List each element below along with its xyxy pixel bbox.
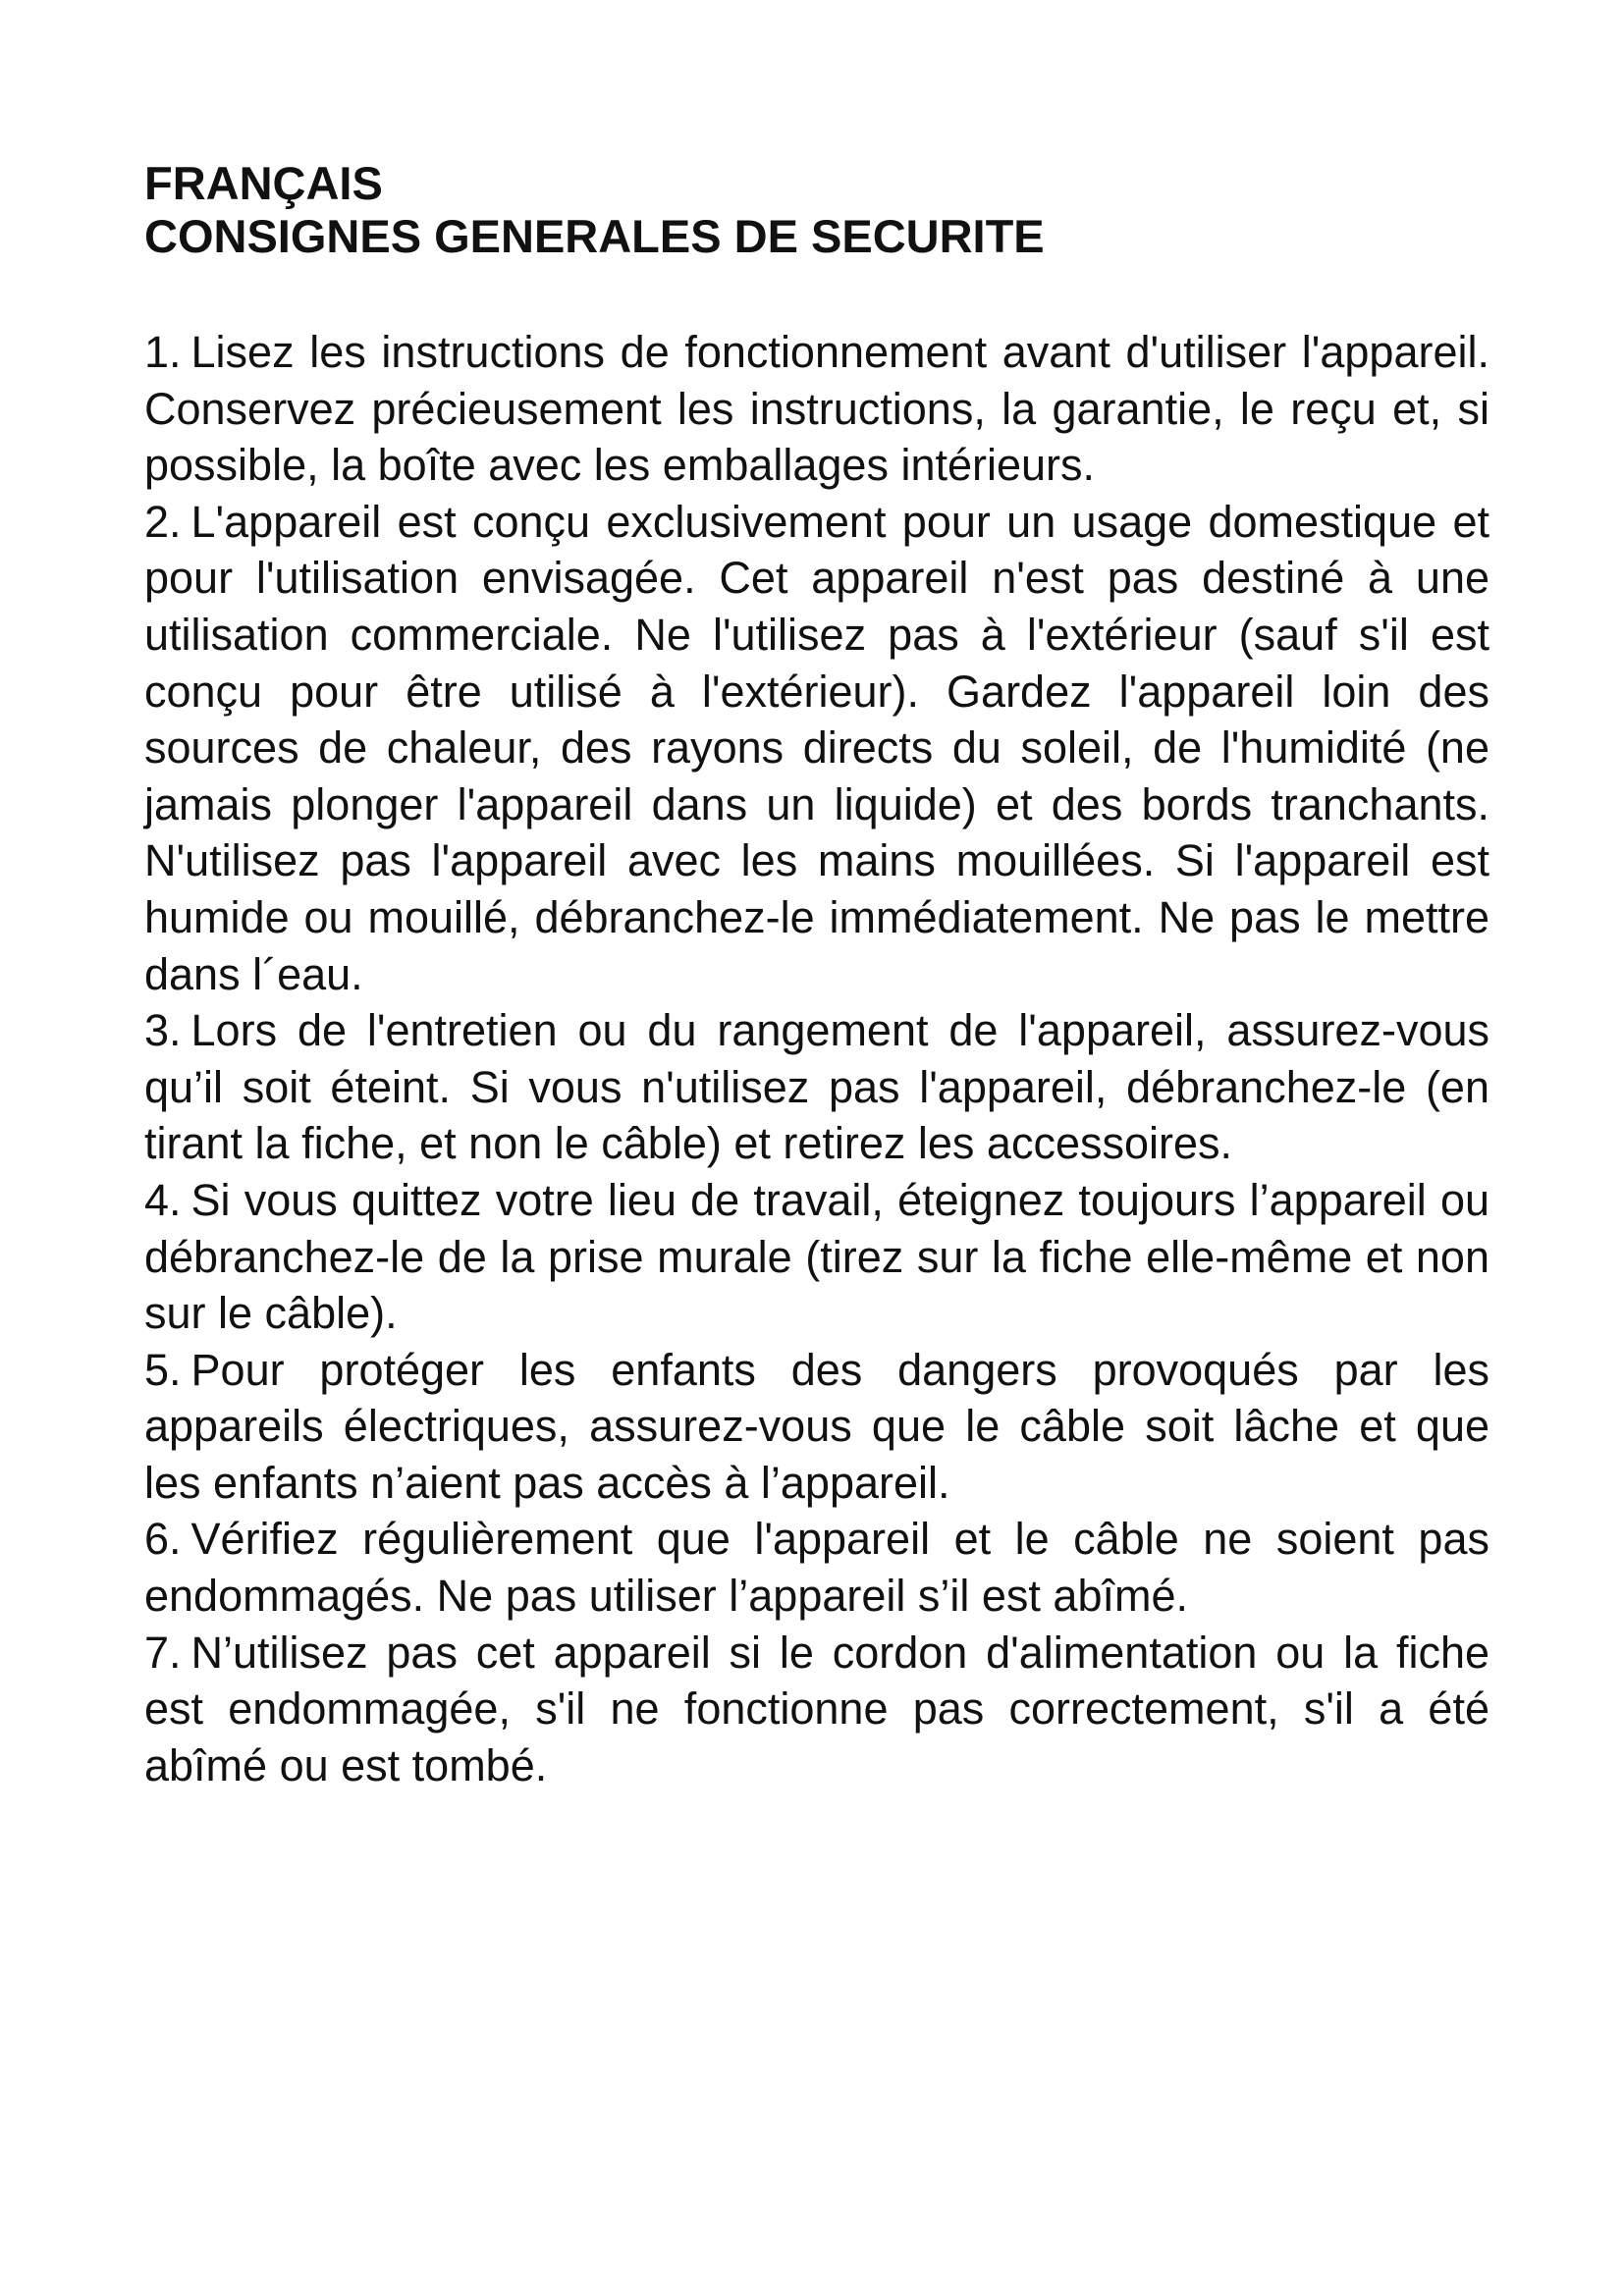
item-number: 5. [144,1344,182,1395]
list-item [144,494,1489,1002]
item-number: 2. [144,496,182,547]
item-text: N’utilisez pas cet appareil si le cordon d'alimentation ou la fiche est endommagée, s'il ne fonctionne pas correctement, s'il a été abîmé ou est tombé. [144,1627,1489,1790]
list-item [144,1342,1489,1512]
list-item [144,1002,1489,1172]
list-item [144,1172,1489,1342]
list-item [144,324,1489,494]
item-number: 7. [144,1627,182,1678]
item-number: 1. [144,327,182,377]
item-text: Lors de l'entretien ou du rangement de l'appareil, assurez-vous qu’il soit éteint. Si vous n'utilisez pas l'appareil, débranchez-le (en tirant la fiche, et non le câble) et retirez les accessoires. [144,1005,1489,1169]
item-text: Lisez les instructions de fonctionnement avant d'utiliser l'appareil. Conservez précieusement les instructions, la garantie, le reçu et, si possible, la boîte avec les emballages intérieurs. [144,327,1489,491]
item-number: 3. [144,1005,182,1056]
item-number: 4. [144,1174,182,1225]
document-page [144,157,1489,1793]
language-heading: FRANÇAIS [144,157,383,209]
item-number: 6. [144,1514,182,1565]
item-text: Si vous quittez votre lieu de travail, éteignez toujours l’appareil ou débranchez-le de la prise murale (tirez sur la fiche elle-même et non sur le câble). [144,1174,1489,1339]
list-item [144,1511,1489,1624]
item-text: Vérifiez régulièrement que l'appareil et le câble ne soient pas endommagés. Ne pas utiliser l’appareil s’il est abîmé. [144,1514,1489,1622]
page-title: CONSIGNES GENERALES DE SECURITE [144,210,1045,262]
item-text: Pour protéger les enfants des dangers provoqués par les appareils électriques, assurez-vous que le câble soit lâche et que les enfants n’aient pas accès à l’appareil. [144,1344,1489,1508]
item-text: L'appareil est conçu exclusivement pour un usage domestique et pour l'utilisation envisagée. Cet appareil n'est pas destiné à une utilisation commerciale. Ne l'utilisez pas à l'extérieur (sauf s'il est conçu pour être utilisé à l'extérieur). Gardez l'appareil loin des sources de chaleur, des rayons directs du soleil, de l'humidité (ne jamais plonger l'appareil dans un liquide) et des bords tranchants. N'utilisez pas l'appareil avec les mains mouillées. Si l'appareil est humide ou mouillé, débranchez-le immédiatement. Ne pas le mettre dans l´eau. [144,496,1489,999]
list-item [144,1625,1489,1794]
